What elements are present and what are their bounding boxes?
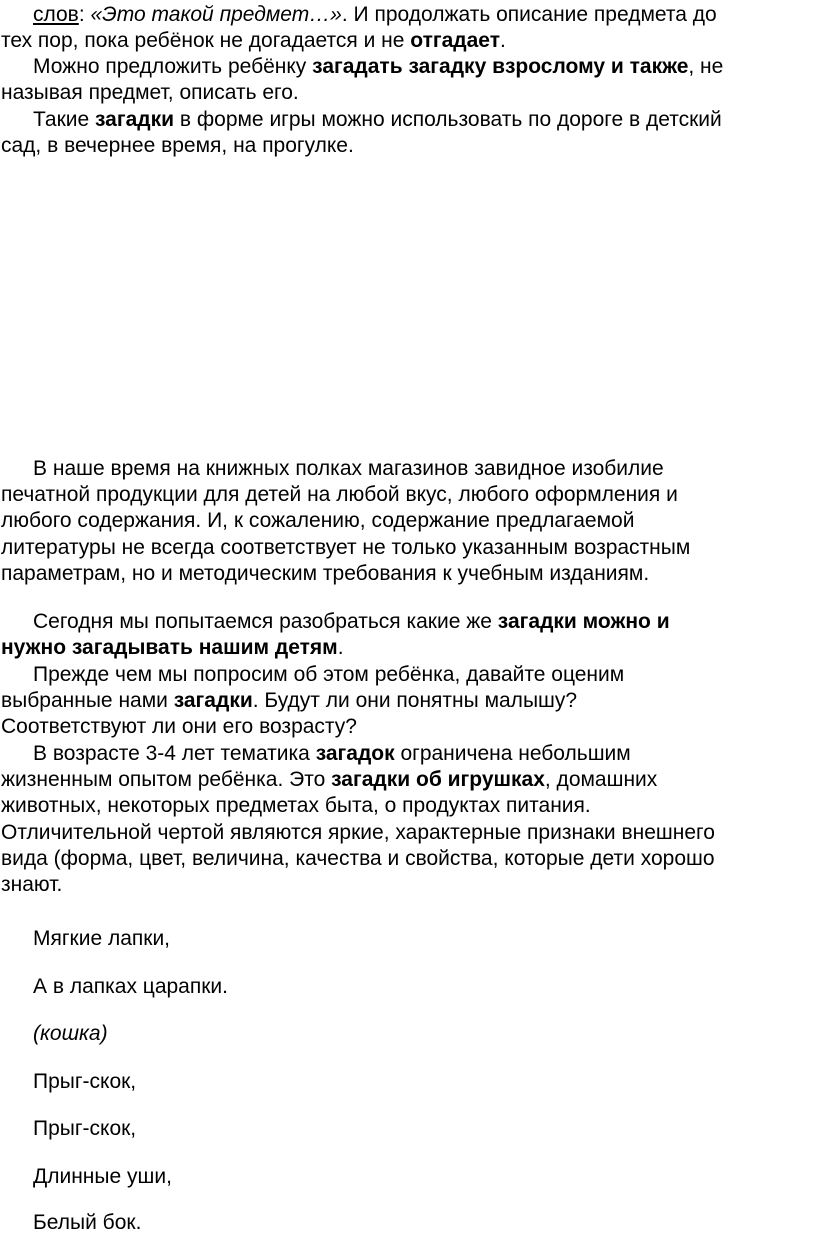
bold-term: загадки об игрушках [331,768,545,791]
riddle-line: А в лапках царапки. [33,975,228,998]
paragraph-line: тех пор, пока ребёнок не догадается и не отгадает. [1,29,506,52]
paragraph-line: печатной продукции для детей на любой вкус, любого оформления и [1,483,678,506]
bold-term: нужно загадывать нашим детям [1,636,338,659]
bold-term: загадки можно и [497,610,670,633]
paragraph-line: выбранные нами загадки. Будут ли они понятны малышу? [1,689,578,712]
italic-quote: «Это такой предмет…» [90,3,342,26]
bold-term: загадки [173,689,253,712]
paragraph-line: вида (форма, цвет, величина, качества и свойства, которые дети хорошо [1,847,715,870]
riddle-answer: (кошка) [33,1022,108,1045]
bold-term: загадать загадку взрослому и также [312,55,689,78]
paragraph-line: Отличительной чертой являются яркие, характерные признаки внешнего [1,821,715,844]
riddle-line: Белый бок. [33,1211,142,1234]
paragraph-line: нужно загадывать нашим детям. [1,636,344,659]
riddle-line: Мягкие лапки, [33,927,171,950]
paragraph-line: параметрам, но и методическим требования к учебным изданиям. [1,562,650,585]
paragraph-line: называя предмет, описать его. [1,81,299,104]
paragraph-line: литературы не всегда соответствует не только указанным возрастным [1,536,691,559]
riddle-line: Прыг-скок, [33,1117,137,1140]
paragraph-line: В возрасте 3-4 лет тематика загадок ограничена небольшим [33,742,631,765]
bold-term: загадок [315,742,395,765]
paragraph-line: жизненным опытом ребёнка. Это загадки об игрушках, домашних [1,768,658,791]
paragraph-line: слов: «Это такой предмет…». И продолжать описание предмета до [33,3,717,26]
paragraph-line: Можно предложить ребёнку загадать загадку взрослому и также, не [33,55,724,78]
bold-term: загадки [95,108,175,131]
riddle-line: Прыг-скок, [33,1070,137,1093]
bold-term: отгадает [410,29,500,52]
paragraph-line: знают. [1,873,63,896]
riddle-line: Длинные уши, [33,1165,172,1188]
paragraph-line: Соответствуют ли они его возрасту? [1,715,357,738]
paragraph-line: сад, в вечернее время, на прогулке. [1,134,354,157]
paragraph-line: животных, некоторых предметах быта, о продуктах питания. [1,794,591,817]
paragraph-line: Прежде чем мы попросим об этом ребёнка, давайте оценим [33,663,625,686]
underlined-word: слов [33,3,79,26]
paragraph-line: Такие загадки в форме игры можно использовать по дороге в детский [33,108,722,131]
paragraph-line: Сегодня мы попытаемся разобраться какие же загадки можно и [33,610,670,633]
paragraph-line: любого содержания. И, к сожалению, содержание предлагаемой [1,509,635,532]
paragraph-line: В наше время на книжных полках магазинов завидное изобилие [33,457,664,480]
